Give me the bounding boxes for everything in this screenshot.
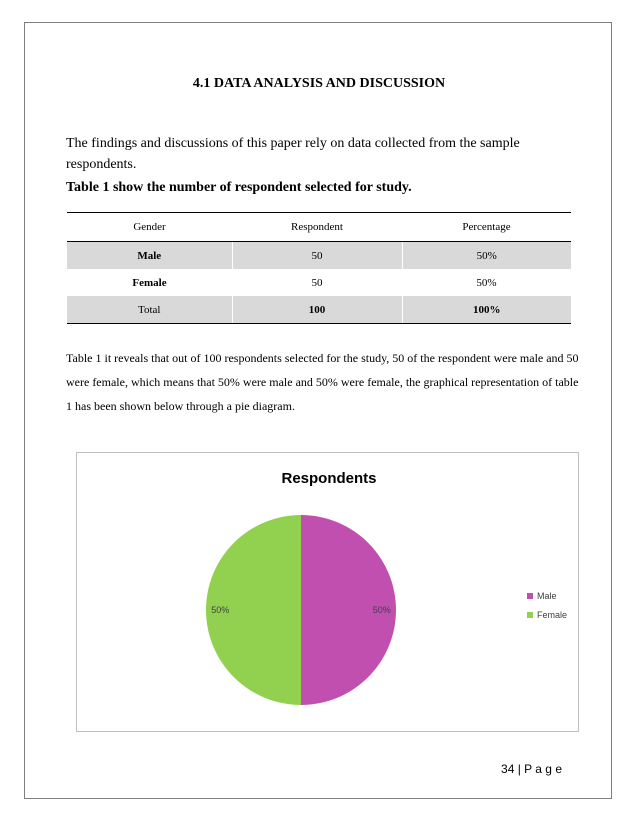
header-respondent: Respondent: [232, 213, 402, 242]
cell-gender: Total: [67, 296, 232, 324]
cell-percentage: 50%: [476, 276, 497, 289]
table-caption: Table 1 show the number of respondent selected for study.: [66, 180, 412, 195]
pie-chart: [76, 452, 579, 732]
header-gender: Gender: [67, 213, 232, 242]
pie-chart-svg: [77, 453, 578, 731]
chart-legend: [527, 591, 567, 620]
legend-swatch: [527, 612, 533, 618]
cell-gender: Male: [67, 242, 232, 270]
intro-paragraph: The findings and discussions of this paper rely on data collected from the sample respondents.: [66, 136, 520, 172]
page-number: 34 | P a g e: [501, 762, 562, 776]
analysis-paragraph: Table 1 it reveals that out of 100 respondents selected for the study, 50 of the respondent were male and 50 were female, which means that 50% were male and 50% were female, the graphical representation of table 1 has been shown below through a pie diagram.: [66, 351, 579, 413]
pie-data-label: 50%: [211, 605, 230, 615]
header-percentage: Percentage: [402, 213, 571, 242]
cell-respondent: 50: [311, 276, 323, 289]
pie-slices: [206, 515, 396, 705]
table-row: [67, 242, 571, 270]
table-header-row: [67, 213, 571, 242]
cell-respondent: 100: [232, 296, 402, 324]
cell-percentage: 50%: [402, 242, 571, 270]
section-heading: 4.1 DATA ANALYSIS AND DISCUSSION: [192, 76, 446, 91]
cell-percentage: 100%: [402, 296, 571, 324]
legend-entry-male: Male: [537, 591, 557, 601]
table-row: [67, 296, 571, 324]
legend-swatch: [527, 593, 533, 599]
legend-entry-female: Female: [537, 610, 568, 620]
pie-data-label: 50%: [372, 605, 391, 615]
cell-gender: Female: [132, 276, 167, 289]
chart-title: Respondents: [281, 470, 377, 487]
table-row: [67, 269, 571, 296]
cell-respondent: 50: [232, 242, 402, 270]
respondent-table: [67, 212, 571, 324]
